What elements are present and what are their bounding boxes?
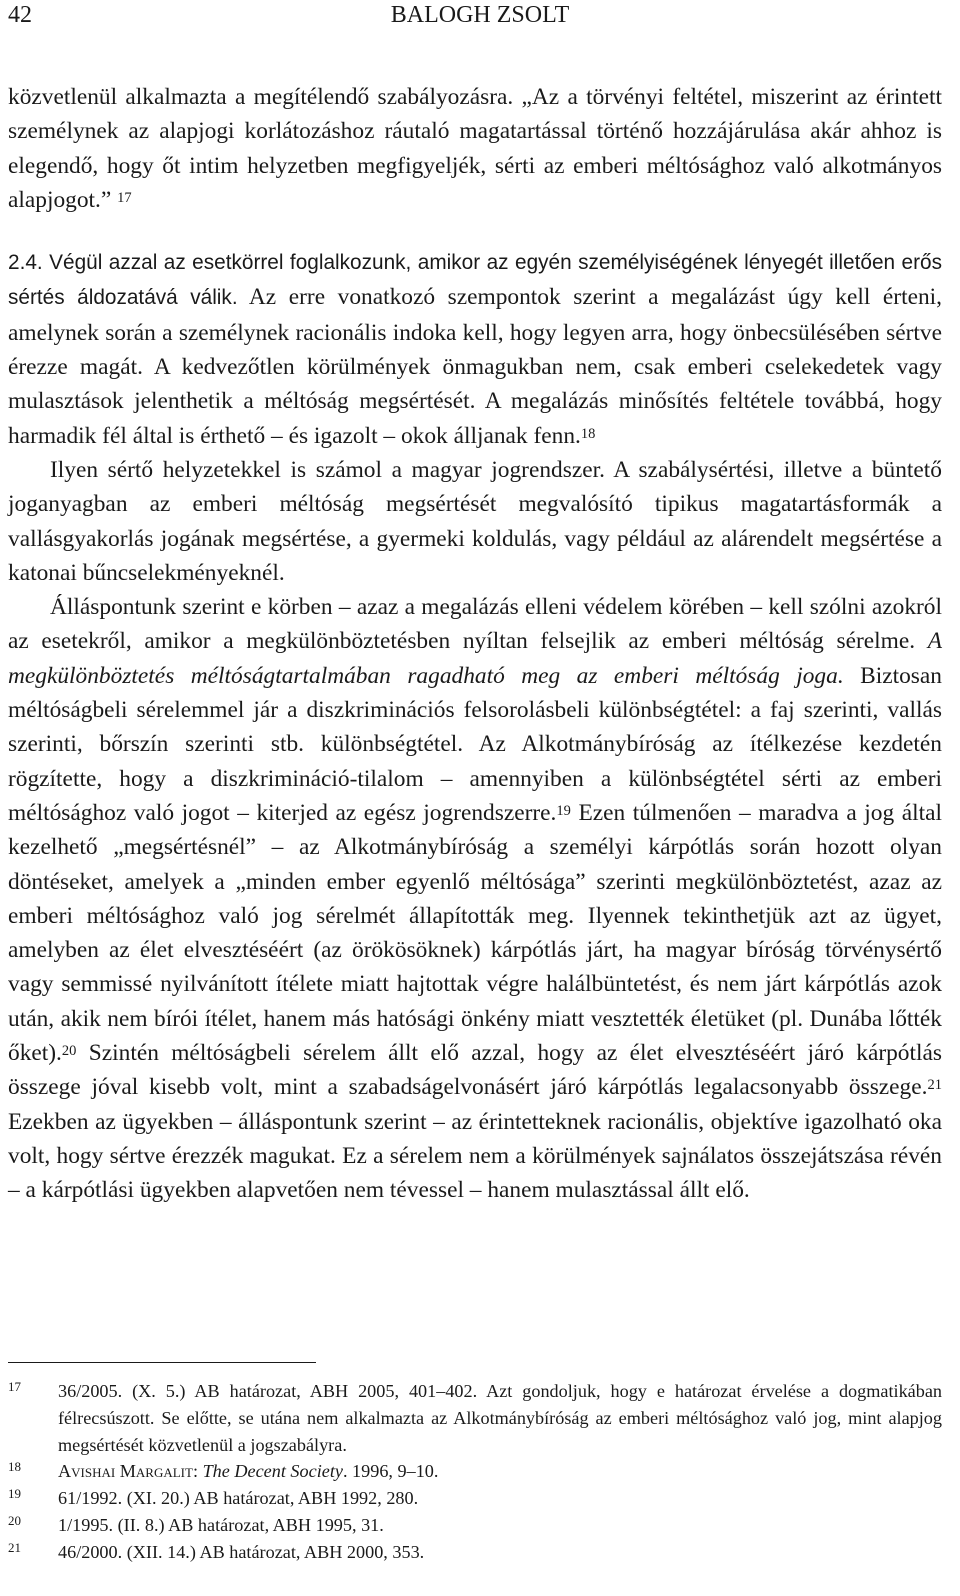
author-last-name: ZSOLT: [496, 2, 570, 28]
footnote-book-title: The Decent Society: [202, 1461, 343, 1482]
footnotes: [8, 1378, 942, 1566]
footnote-number: 20: [8, 1512, 21, 1528]
paragraph-3-text: Ilyen sértő helyzetekkel is számol a magyar jogrendszer. A szabálysértési, illetve a büntető joganyagban az emberi méltóság megsértését megvalósító tipikus magatartásformák a vallásgyakorlás jogának megsértése, a gyermeki koldulás, vagy például az alárendelt megsértése a katonai bűncselekményeknél.: [8, 456, 942, 586]
paragraph-4-text-c: Ezen túlmenően – maradva a jog által kezelhető „megsértésnél” – az Alkotmánybíróság a személyi kárpótlás során hozott olyan döntéseket, amelyek a „minden ember egyenlő méltósága” szerinti megkülönböztetést, azaz az emberi méltósághoz való jog sérelmét állapították meg. Ilyennek tekinthetjük azt az ügyet, amelyben az élet elvesztéséért (az örökösöknek) kárpótlás járt, ha magyar bíróság törvénysértő vagy semmissé nyilvánított ítélete miatt hajtottak végre halálbüntetést, és nem járt kárpótlás azok után, akik nem bírói ítélet, hanem más hatósági önkény miatt vesztették életüket (pl. Dunába lőtték őket).: [8, 799, 942, 1067]
paragraph-4-text-e: Ezekben az ügyekben – álláspontunk szerint – az érintetteknek racionális, objektíve igazolható oka volt, hogy sértve érezzék magukat. Ez a sérelem nem a körülmények sajnálatos összejátszása révén – a kárpótlási ügyekben alapvetően nem tévessel – hanem mulasztással állt elő.: [8, 1108, 942, 1204]
main-text: [8, 80, 942, 1208]
running-header: [0, 0, 960, 40]
footnote-ref-19[interactable]: 19: [556, 802, 571, 819]
paragraph-3: [8, 453, 942, 590]
footnote-separator: [8, 1362, 316, 1363]
paragraph-2: [8, 245, 942, 453]
paragraph-1: [8, 80, 942, 217]
paragraph-4: [8, 590, 942, 1207]
footnote-number: 17: [8, 1379, 21, 1394]
footnote-ref-20[interactable]: 20: [61, 1042, 77, 1059]
paragraph-4-text-d: Szintén méltóságbeli sérelem állt elő azzal, hogy az élet elvesztéséért járó kárpótlás összege jóval kisebb volt, mint a szabadságelvonásért járó kárpótlás legalacsonyabb összege.: [8, 1040, 942, 1101]
running-head-author: [0, 1, 960, 29]
paragraph-4-text-a: Álláspontunk szerint e körben – azaz a megalázás elleni védelem körében – kell szólni azokról az esetekről, amikor a megkülönböztetésben nyíltan felsejlik az emberi méltóság sérelme.: [8, 594, 942, 655]
footnote-text: 36/2005. (X. 5.) AB határozat, ABH 2005, 401–402. Azt gondoljuk, hogy e határozat érvelése a dogmatikában félrecsúszott. Se előtte, se utána nem alkalmazta az Alkotmánybíróság az emberi méltósághoz való jog, mint alapjog megsértését közvetlenül a jogszabályra.: [58, 1381, 942, 1455]
author-first-name: BALOGH: [390, 2, 491, 28]
footnote-21: [8, 1539, 942, 1566]
paragraph-1-text: közvetlenül alkalmazta a megítélendő szabályozásra. „Az a törvényi feltétel, miszerint az érintett személynek az alapjogi korlátozáshoz ráutaló magatartással történő hozzájárulása akár ahhoz is elegendő, hogy őt intim helyzetben megfigyeljék, sérti az emberi méltósághoz való alkotmányos alapjogot.”: [8, 84, 942, 213]
paragraph-4-text-b: Biztosan méltóságbeli sérelemmel jár a diszkriminációs felsorolásbeli különbségtétel: a faj szerinti, vallás szerinti, bőrszín szerinti stb. különbségtétel. Az Alkotmánybíróság az ítélkezése kezdetén rögzítette, hogy a diszkrimináció-tilalom – amennyiben a különbségtétel sérti az emberi méltósághoz való jogot – kiterjed az egész jogrendszerre.: [8, 662, 942, 826]
footnote-17: [8, 1378, 942, 1458]
footnote-18: [8, 1458, 942, 1485]
paragraph-4-italic: A megkülönböztetés méltóságtartalmában ragadható meg az emberi méltóság joga.: [8, 628, 942, 689]
footnote-number: 21: [8, 1539, 21, 1555]
footnote-ref-21[interactable]: 21: [927, 1077, 942, 1094]
footnote-author: Avishai Margalit: [58, 1461, 193, 1482]
footnote-number: 19: [8, 1486, 21, 1502]
paragraph-2-text: Az erre vonatkozó szempontok szerint a megalázást úgy kell érteni, amelynek során a személynek racionális indoka kell, hogy legyen arra, hogy önbecsülésében sértve érezze magát. A kedvezőtlen körülmények önmagukban nem, csak emberi cselekedetek vagy mulasztások jelenthetik a méltóság megsértését. A megalázás minősítés feltétele továbbá, hogy harmadik fél által is érthető – és igazolt – okok álljanak fenn.: [8, 284, 942, 449]
page-number: 42: [8, 2, 32, 28]
footnote-ref-18[interactable]: 18: [580, 425, 596, 442]
footnote-ref-17[interactable]: 17: [117, 189, 132, 206]
footnote-19: [8, 1485, 942, 1512]
paragraph-2-lead: 2.4. Végül azzal az esetkörrel foglalkozunk, amikor az egyén személyiségének lényegét illetően erős sértés áldozatává válik.: [8, 251, 942, 310]
footnote-separator-text: :: [192, 1461, 203, 1482]
footnote-rest: . 1996, 9–10.: [342, 1461, 439, 1482]
footnote-text: 46/2000. (XII. 14.) AB határozat, ABH 2000, 353.: [58, 1541, 425, 1562]
footnote-text: 1/1995. (II. 8.) AB határozat, ABH 1995, 31.: [58, 1514, 384, 1535]
footnote-text: 61/1992. (XI. 20.) AB határozat, ABH 1992, 280.: [58, 1488, 419, 1509]
footnote-20: [8, 1512, 942, 1539]
footnote-number: 18: [8, 1459, 21, 1475]
